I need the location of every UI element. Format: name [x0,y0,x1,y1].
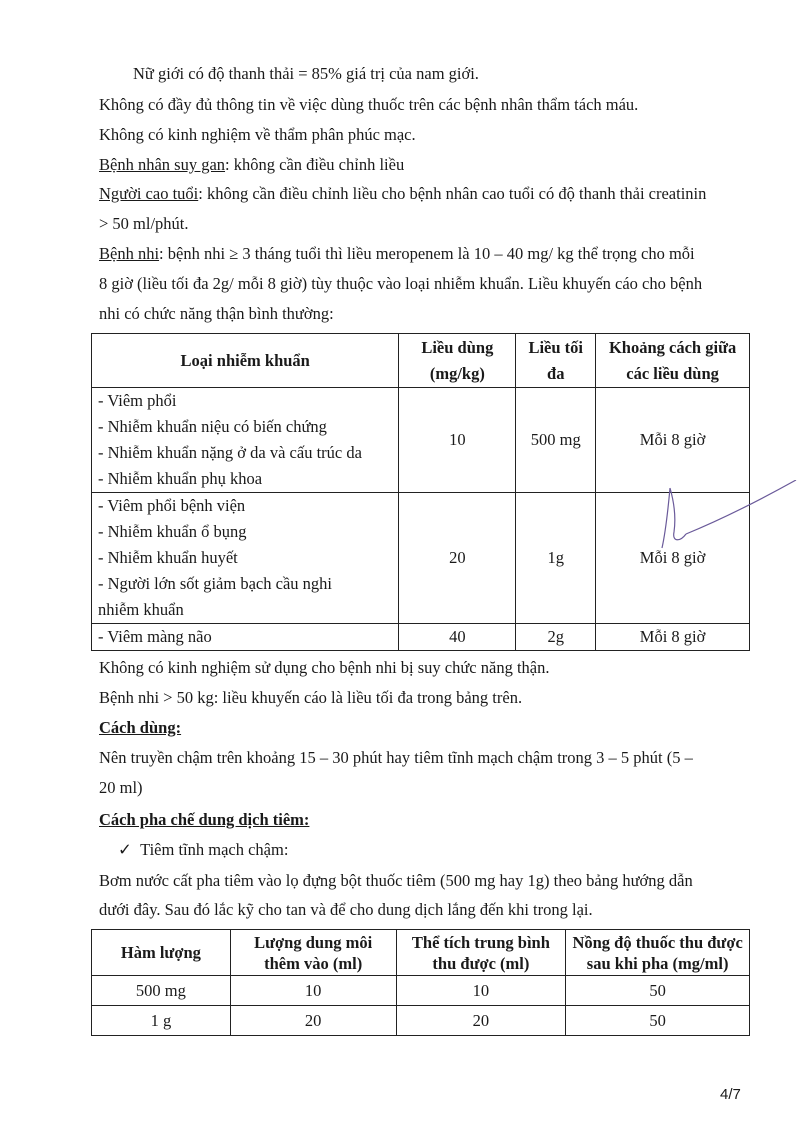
section-heading: Cách dùng: [99,718,182,737]
text-line: > 50 ml/phút. [99,214,189,233]
page-number: 4/7 [720,1086,741,1103]
text-line: Bơm nước cất pha tiêm vào lọ đựng bột thuốc tiêm (500 mg hay 1g) theo bảng hướng dẫn [99,871,693,890]
text-line: 8 giờ (liều tối đa 2g/ mỗi 8 giờ) tùy thuộc vào loại nhiễm khuẩn. Liều khuyến cáo cho bệnh [99,274,703,293]
text-line: Nên truyền chậm trên khoảng 15 – 30 phút hay tiêm tĩnh mạch chậm trong 3 – 5 phút (5 – [99,748,693,767]
table-row [92,624,750,651]
text-line [99,244,695,264]
table-header-cell: Loại nhiễm khuẩn [92,334,399,388]
text-span: : bệnh nhi ≥ 3 tháng tuổi thì liều meropenem là 10 – 40 mg/ kg thể trọng cho mỗi [159,244,695,263]
table-header-cell: Thể tích trung bình thu được (ml) [396,930,566,976]
table-header-cell: Nồng độ thuốc thu được sau khi pha (mg/ml) [566,930,750,976]
table-row [92,1006,750,1036]
table-cell: 10 [396,976,566,1006]
table-cell: 10 [399,388,516,493]
section-label: Người cao tuổi [99,184,199,203]
table-header-row [92,334,750,388]
infection-item: - Nhiễm khuẩn ổ bụng [98,522,247,541]
infection-item: - Viêm phổi bệnh viện [98,496,246,515]
table-row [92,388,750,493]
infection-item: - Nhiễm khuẩn nặng ở da và cấu trúc da [98,443,362,462]
table-cell: 20 [399,493,516,624]
dilution-table [91,929,750,1036]
table-cell: 2g [516,624,596,651]
table-header-row [92,930,750,976]
infection-item: - Nhiễm khuẩn phụ khoa [98,469,263,488]
table-cell: Mỗi 8 giờ [596,624,750,651]
table-cell: Mỗi 8 giờ [596,493,750,624]
text-span: : không cần điều chỉnh liều cho bệnh nhân cao tuổi có độ thanh thải creatinin [198,184,707,203]
text-line: Không có kinh nghiệm sử dụng cho bệnh nhi bị suy chức năng thận. [99,658,550,677]
infection-item: - Nhiễm khuẩn huyết [98,548,238,567]
infection-item: - Viêm phổi [98,391,177,410]
checkmark-icon: ✓ [118,840,132,859]
table-cell: 20 [396,1006,566,1036]
text-line [99,184,706,204]
table-cell: 500 mg [92,976,231,1006]
infection-item: - Viêm màng não [98,627,212,646]
infection-item: - Người lớn sốt giảm bạch cầu nghi [98,574,332,593]
section-label: Bệnh nhân suy gan [99,155,226,174]
text-line: Bệnh nhi > 50 kg: liều khuyến cáo là liều tối đa trong bảng trên. [99,688,523,707]
text-line: Không có đầy đủ thông tin về việc dùng thuốc trên các bệnh nhân thẩm tách máu. [99,95,639,114]
text-line [99,155,404,175]
table-cell [92,388,399,493]
text-span: Tiêm tĩnh mạch chậm: [140,840,289,859]
table-cell: 20 [230,1006,396,1036]
table-cell: Mỗi 8 giờ [596,388,750,493]
table-header-cell: Liều tối đa [516,334,596,388]
text-line: Không có kinh nghiệm về thẩm phân phúc mạc. [99,125,416,144]
table-header-cell: Lượng dung môi thêm vào (ml) [230,930,396,976]
table-cell [92,624,399,651]
table-header-cell: Khoảng cách giữa các liều dùng [596,334,750,388]
table-cell: 10 [230,976,396,1006]
table-header-cell: Hàm lượng [92,930,231,976]
text-line: 20 ml) [99,778,143,797]
signature-mark [640,480,799,550]
table-cell: 1g [516,493,596,624]
table-row [92,976,750,1006]
text-line: Nữ giới có độ thanh thải = 85% giá trị của nam giới. [133,64,479,83]
infection-item: nhiễm khuẩn [98,600,184,619]
text-line [118,840,288,860]
section-label: Bệnh nhi [99,244,160,263]
infection-item: - Nhiễm khuẩn niệu có biến chứng [98,417,327,436]
text-span: : không cần điều chỉnh liều [225,155,405,174]
table-header-cell: Liều dùng (mg/kg) [399,334,516,388]
table-cell: 50 [566,1006,750,1036]
table-cell: 40 [399,624,516,651]
text-line: nhi có chức năng thận bình thường: [99,304,334,323]
text-line: dưới đây. Sau đó lắc kỹ cho tan và để cho dung dịch lắng đến khi trong lại. [99,900,593,919]
section-heading: Cách pha chế dung dịch tiêm: [99,810,310,829]
table-cell: 50 [566,976,750,1006]
table-cell [92,493,399,624]
table-cell: 1 g [92,1006,231,1036]
table-cell: 500 mg [516,388,596,493]
